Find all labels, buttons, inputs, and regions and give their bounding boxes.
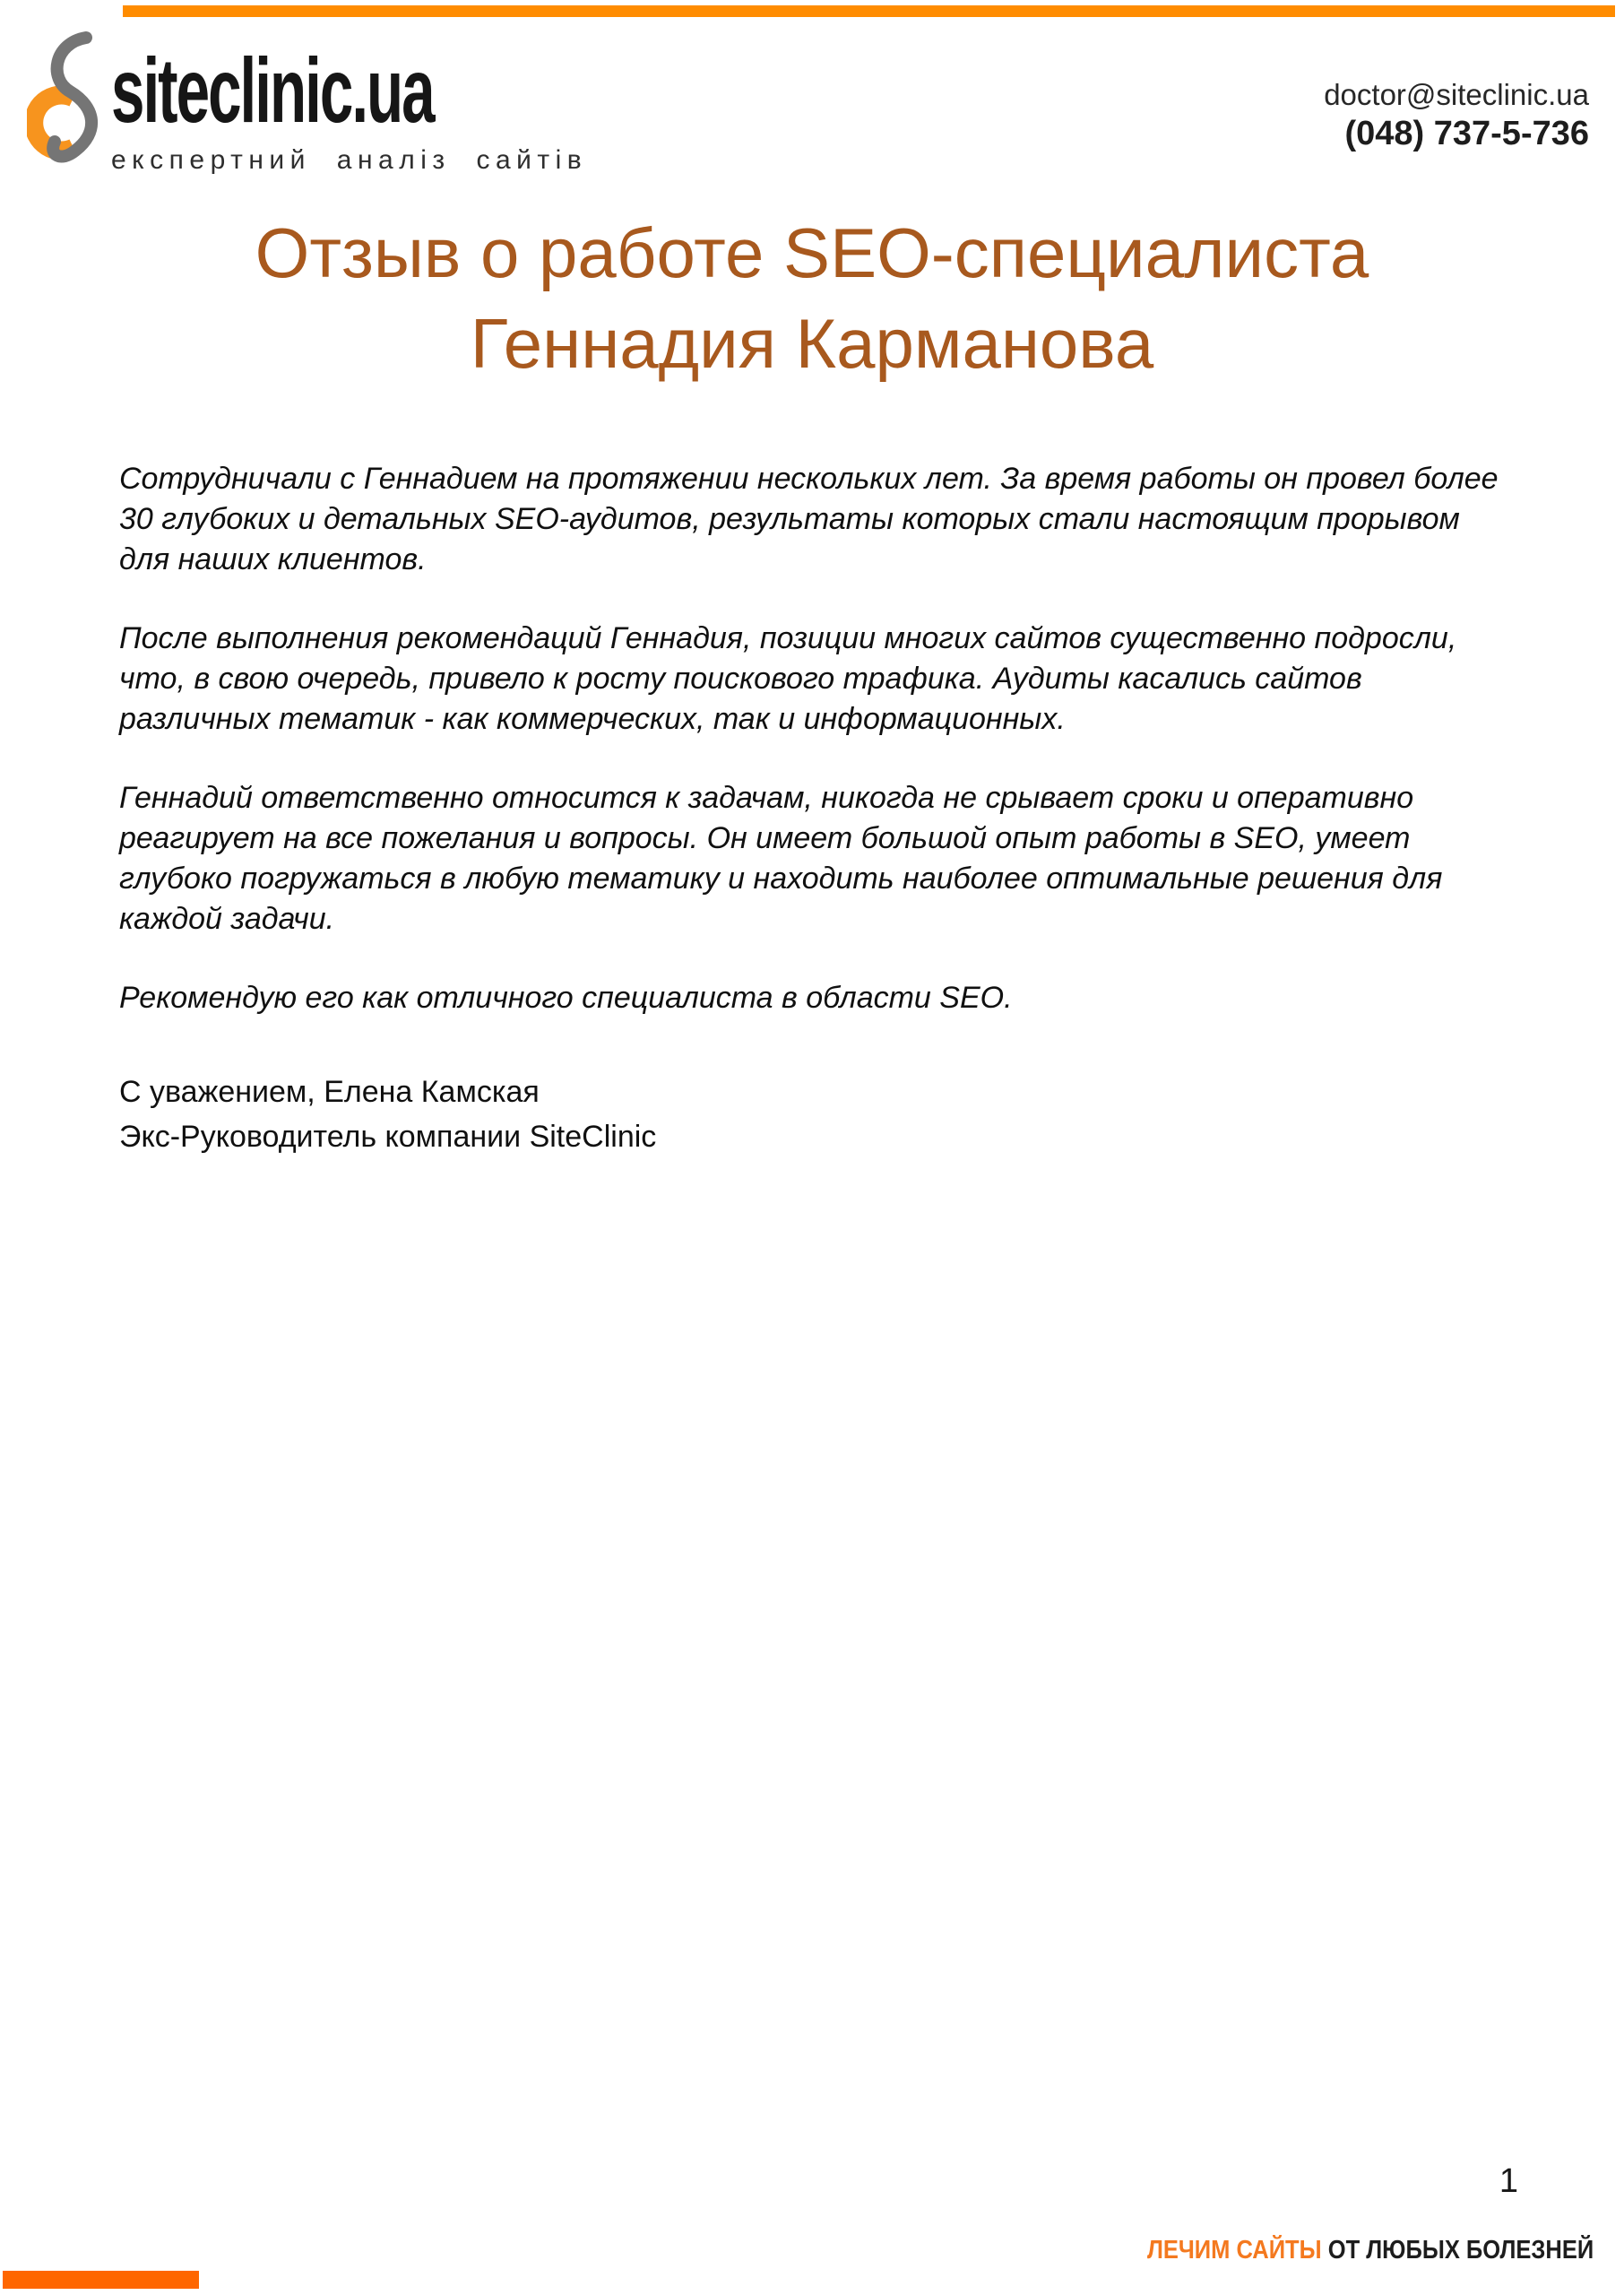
letter-body (119, 459, 1517, 1159)
footer-slogan (1147, 2236, 1594, 2265)
signature-role: Экс-Руководитель компании SiteClinic (119, 1120, 657, 1154)
page-title-line2: Геннадия Карманова (470, 304, 1154, 383)
paragraph-3: Геннадий ответственно относится к задачам, никогда не срывает сроки и оперативно реагирует на все пожелания и вопросы. Он имеет большой опыт работы в SEO, умеет глубоко погружаться в любую тематику и находить наиболее оптимальные решения для каждой задачи. (119, 781, 1443, 936)
page-number: 1 (1499, 2162, 1518, 2200)
contact-email: doctor@siteclinic.ua (1324, 78, 1589, 111)
logo-brand-text: siteclinic.ua (111, 39, 434, 142)
header-contact-block (1324, 77, 1589, 154)
paragraph-4: Рекомендую его как отличного специалиста в области SEO. (119, 981, 1013, 1015)
contact-phone: (048) 737-5-736 (1344, 115, 1589, 152)
footer-accent-bar (3, 2271, 199, 2289)
footer-slogan-orange: ЛЕЧИМ САЙТЫ (1146, 2236, 1322, 2265)
page-title-line1: Отзыв о работе SEO-специалиста (255, 213, 1369, 292)
logo-tagline: експертний аналіз сайтів (111, 145, 588, 175)
siteclinic-logo-icon (27, 30, 106, 170)
page-title (0, 208, 1624, 389)
header-accent-bar (123, 5, 1615, 17)
siteclinic-logo (27, 30, 600, 176)
paragraph-1: Сотрудничали с Геннадием на протяжении нескольких лет. За время работы он провел более 30 глубоких и детальных SEO-аудитов, результаты которых стали настоящим прорывом для наших клиентов. (119, 462, 1499, 576)
signature-block (119, 1070, 1517, 1159)
signature-name: С уважением, Елена Камская (119, 1075, 540, 1109)
paragraph-2: После выполнения рекомендаций Геннадия, позиции многих сайтов существенно подросли, что, в свою очередь, привело к росту поискового трафика. Аудиты касались сайтов различных тематик - как коммерческих, так и информационных. (119, 621, 1457, 736)
footer-slogan-dark: ОТ ЛЮБЫХ БОЛЕЗНЕЙ (1327, 2236, 1594, 2265)
